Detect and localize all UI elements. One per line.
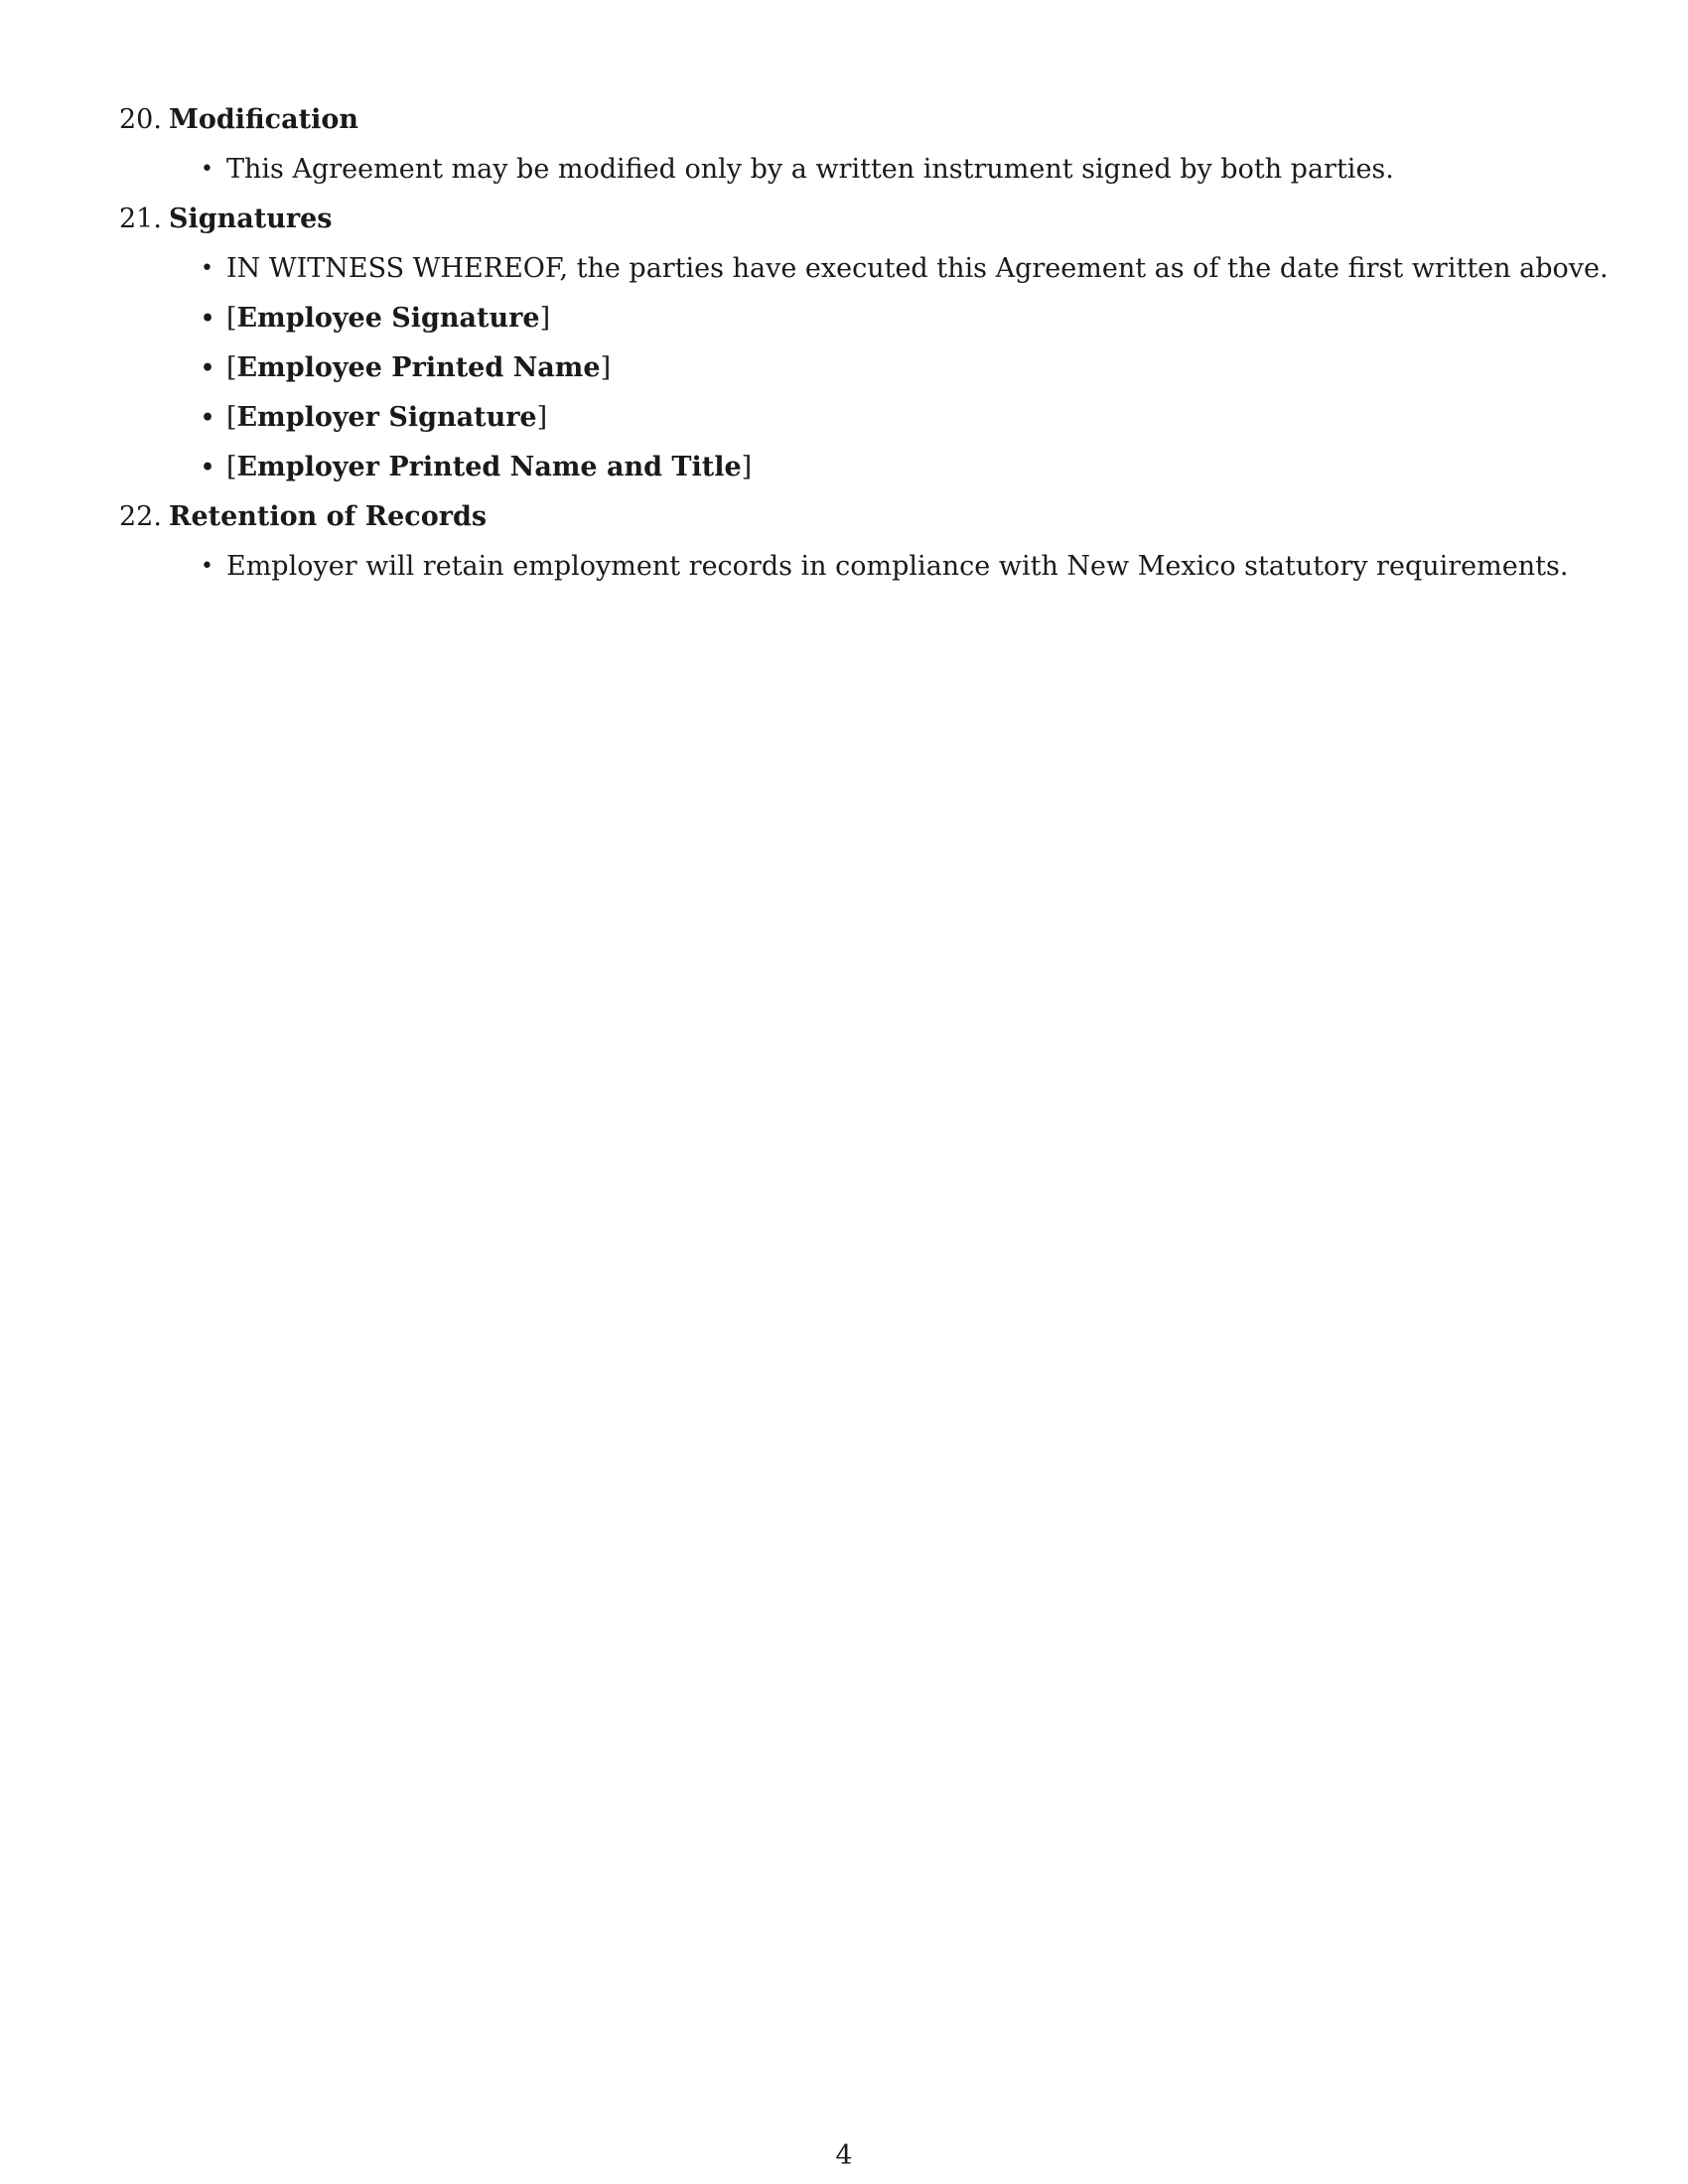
section-items	[119, 542, 1569, 592]
item-text: This Agreement may be modified only by a written instrument signed by both parties.	[226, 154, 1394, 185]
close-bracket: ]	[741, 452, 753, 482]
signature-placeholder-employer-printed-name-title	[201, 443, 1569, 492]
list-item	[201, 145, 1569, 195]
item-text: IN WITNESS WHEREOF, the parties have executed this Agreement as of the date first written above.	[226, 253, 1609, 284]
close-bracket: ]	[600, 352, 612, 383]
placeholder-label: Employer Signature	[236, 402, 537, 433]
section-title: Retention of Records	[169, 501, 488, 532]
bullet-icon: •	[201, 455, 215, 480]
page-number: 4	[835, 2140, 853, 2171]
section-heading	[119, 492, 1569, 542]
close-bracket: ]	[536, 402, 548, 433]
open-bracket: [	[226, 303, 237, 334]
section-items	[119, 145, 1569, 195]
section-number: 20.	[119, 104, 162, 135]
list-item	[201, 542, 1569, 592]
section-modification	[119, 95, 1569, 195]
section-number: 21.	[119, 204, 162, 234]
section-signatures	[119, 195, 1609, 492]
open-bracket: [	[226, 352, 237, 383]
section-heading	[119, 95, 1569, 145]
signature-placeholder-employee-printed-name	[201, 343, 1569, 393]
bullet-icon: •	[201, 405, 215, 431]
bullet-icon: •	[201, 306, 215, 332]
open-bracket: [	[226, 402, 237, 433]
bullet-icon: •	[201, 554, 213, 579]
list-item	[201, 244, 1609, 294]
signature-placeholder-employee-signature	[201, 294, 1569, 343]
section-retention-of-records	[119, 492, 1569, 592]
placeholder-label: Employee Signature	[236, 303, 540, 334]
section-items	[119, 244, 1609, 492]
placeholder-label: Employee Printed Name	[236, 352, 601, 383]
section-heading	[119, 195, 1569, 244]
item-text: Employer will retain employment records in compliance with New Mexico statutory requirements.	[226, 551, 1569, 582]
section-title: Modification	[169, 104, 358, 135]
bullet-icon: •	[201, 355, 215, 381]
section-number: 22.	[119, 501, 162, 532]
bullet-icon: •	[201, 157, 213, 182]
signature-placeholder-employer-signature	[201, 393, 1569, 443]
open-bracket: [	[226, 452, 237, 482]
section-title: Signatures	[169, 204, 333, 234]
section-list	[119, 95, 1609, 592]
placeholder-label: Employer Printed Name and Title	[236, 452, 742, 482]
close-bracket: ]	[539, 303, 551, 334]
bullet-icon: •	[201, 256, 213, 281]
